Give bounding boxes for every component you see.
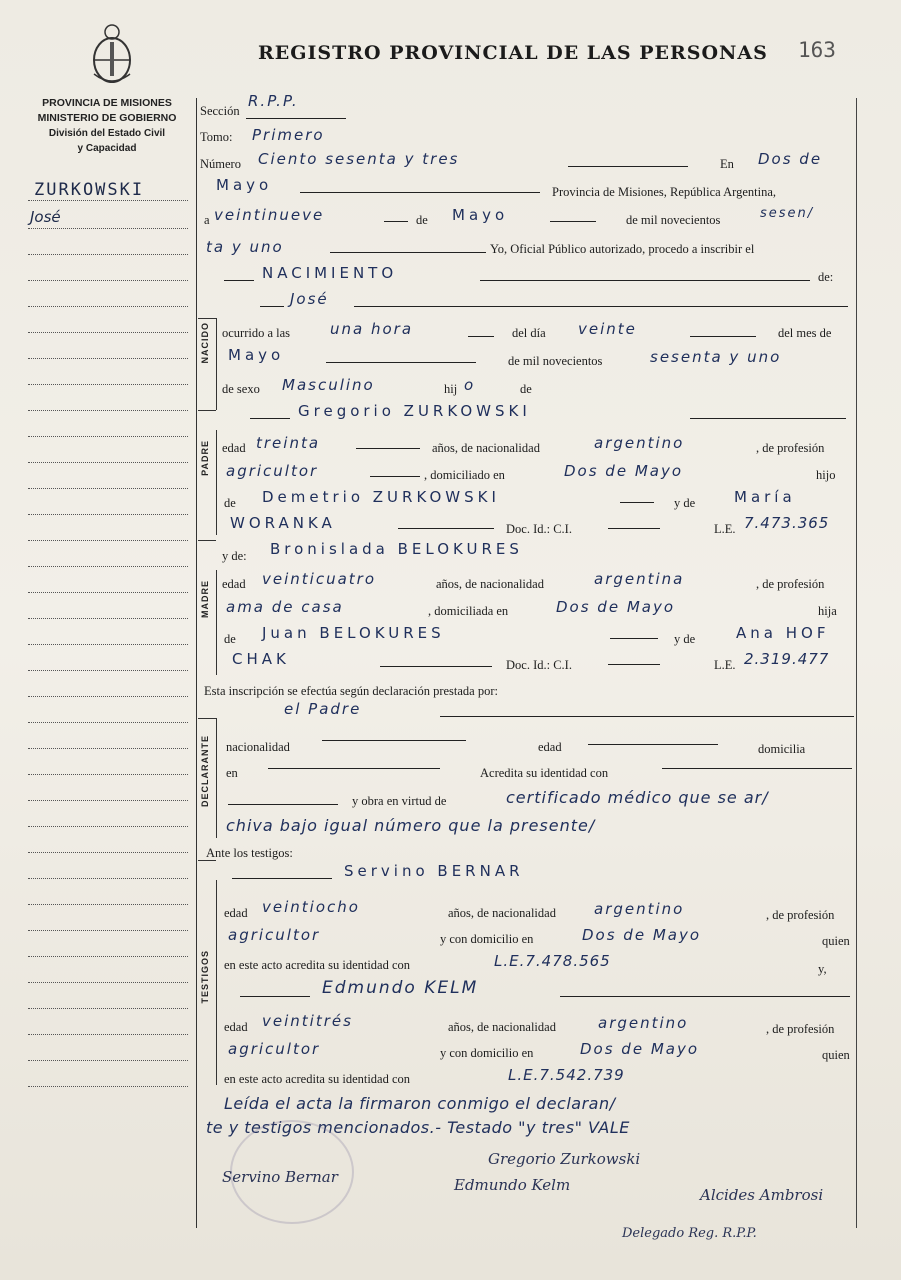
label-anos-nac-t2: años, de nacionalidad [448,1020,556,1034]
document-title: REGISTRO PROVINCIAL DE LAS PERSONAS [258,42,768,64]
signature-oficial: Alcides Ambrosi [700,1186,824,1204]
argentina-coat-of-arms-icon [88,22,136,88]
fill-line [620,502,654,503]
hw-lugar2: Mayo [216,176,273,194]
label-de-mil-2: de mil novecientos [508,354,603,368]
label-provincia: Provincia de Misiones, República Argentina, [552,185,777,199]
signature-testigo2: Edmundo Kelm [454,1176,571,1194]
hw-madre-edad: veinticuatro [262,570,376,588]
fill-line [380,666,492,667]
signature-padre: Gregorio Zurkowski [488,1150,641,1168]
hw-tipo: NACIMIENTO [262,264,398,282]
section-divider [216,570,217,675]
label-y-de: y de [674,496,696,510]
hw-abuelo-p: Demetrio ZURKOWSKI [262,488,500,506]
hw-abuela-m1: Ana HOF [736,624,830,642]
label-doc-id-padre: Doc. Id.: C.I. [506,522,572,536]
label-con-domicilio-t2: y con domicilio en [440,1046,534,1060]
section-label-nacido: NACIDO [200,322,210,364]
fill-line [690,336,756,337]
label-inscripcion: Esta inscripción se efectúa según declaración prestada por: [204,684,498,698]
fill-line [440,716,854,717]
label-anos-nac-t1: años, de nacionalidad [448,906,556,920]
label-hijo-2: hijo [816,468,836,482]
hw-seccion: R.P.P. [248,92,299,110]
label-de-colon: de: [818,270,834,284]
hw-mes-nac: Mayo [228,346,285,364]
label-ocurrido: ocurrido a las [222,326,291,340]
fill-line [250,418,290,419]
fill-line [260,306,284,307]
fill-line [232,878,332,879]
hw-dia-nac: veinte [578,320,637,338]
hw-sexo: Masculino [282,376,375,394]
label-en-este-acto-t2: en este acto acredita su identidad con [224,1072,411,1086]
hw-abuela-p1: María [734,488,796,506]
hw-padre: Gregorio ZURKOWSKI [298,402,531,420]
section-divider [198,318,216,319]
label-hijo: hij [444,382,458,396]
province-block [22,96,192,156]
hw-madre-nac: argentina [594,570,685,588]
section-divider [216,880,217,1085]
hw-dia: veintinueve [214,206,325,224]
fill-line [588,744,718,745]
label-con-domicilio-t1: y con domicilio en [440,932,534,946]
hw-t2-nac: argentino [598,1014,689,1032]
hw-madre-le: 2.319.477 [744,650,830,668]
fill-line [608,664,660,665]
label-edad-madre: edad [222,577,246,591]
label-edad-t2: edad [224,1020,248,1034]
hw-tomo: Primero [252,126,325,144]
hw-testigo2: Edmundo KELM [322,978,479,998]
section-label-testigos: TESTIGOS [200,950,210,1004]
label-domicilia: domicilia [758,742,806,756]
label-a: a [204,213,210,227]
fill-line [468,336,494,337]
hw-cierre1: Leída el acta la firmaron conmigo el declaran/ [224,1094,616,1113]
label-de-sexo: de sexo [222,382,260,396]
fill-line [662,768,852,769]
hw-obra2: chiva bajo igual número que la presente/ [226,816,596,835]
label-de-2: de [520,382,532,396]
hw-cierre2: te y testigos mencionados.- Testado "y tres" VALE [206,1118,630,1137]
label-de-profesion-t1: , de profesión [766,908,835,922]
section-divider [216,718,217,838]
hw-numero: Ciento sesenta y tres [258,150,460,168]
label-anos-nac: años, de nacionalidad [432,441,540,455]
section-label-declarante: DECLARANTE [200,735,210,807]
label-y-de-m: y de [674,632,696,646]
hw-anio2: ta y uno [206,238,284,256]
right-border [856,98,857,1228]
label-de-mil: de mil novecientos [626,213,721,227]
label-de-abuelo-p: de [224,496,236,510]
section-divider [198,410,216,411]
hw-madre-prof: ama de casa [226,598,344,616]
label-de-profesion: , de profesión [756,441,825,455]
label-y-de-madre: y de: [222,549,247,563]
hw-madre: Bronislada BELOKURES [270,540,523,558]
label-edad-padre: edad [222,441,246,455]
fill-line [398,528,494,529]
hw-t2-edad: veintitrés [262,1012,353,1030]
margin-surname: ZURKOWSKI [34,180,145,200]
margin-given-name: José [30,208,61,226]
fill-line [356,448,420,449]
hw-abuela-m2: CHAK [232,650,290,668]
division-line: División del Estado Civil [48,128,166,139]
signature-cargo: Delegado Reg. R.P.P. [622,1226,757,1241]
hw-t1-nac: argentino [594,900,685,918]
hw-padre-prof: agricultor [226,462,319,480]
fill-line [610,638,658,639]
label-de-profesion-t2: , de profesión [766,1022,835,1036]
label-en-declarante: en [226,766,238,780]
label-le-padre: L.E. [714,522,736,536]
hw-madre-dom: Dos de Mayo [556,598,676,616]
province-line: PROVINCIA DE MISIONES [42,97,172,109]
fill-line [246,118,346,119]
folio-number: 163 [798,38,836,62]
hw-hora: una hora [330,320,414,338]
fill-line [224,280,254,281]
hw-t1-le: L.E.7.478.565 [494,952,611,970]
label-anos-nac-madre: años, de nacionalidad [436,577,544,591]
fill-line [568,166,688,167]
hw-padre-le: 7.473.365 [744,514,830,532]
label-ante-testigos: Ante los testigos: [206,846,293,860]
hw-t2-le: L.E.7.542.739 [508,1066,625,1084]
label-hija: hija [818,604,837,618]
fill-line [330,252,486,253]
label-quien-t1: quien [822,934,850,948]
fill-line [228,804,338,805]
hw-t1-dom: Dos de Mayo [582,926,702,944]
fill-line [480,280,810,281]
fill-line [300,192,540,193]
section-label-padre: PADRE [200,440,210,476]
label-doc-id-madre: Doc. Id.: C.I. [506,658,572,672]
signature-testigo1: Servino Bernar [222,1168,338,1186]
label-de-abuelo-m: de [224,632,236,646]
hw-abuela-p2: WORANKA [230,514,336,532]
hw-lugar1: Dos de [758,150,823,168]
fill-line [560,996,850,997]
capacity-line: y Capacidad [77,143,137,154]
section-label-madre: MADRE [200,580,210,618]
hw-testigo1: Servino BERNAR [344,862,524,880]
hw-obra1: certificado médico que se ar/ [506,788,769,807]
label-de-profesion-madre: , de profesión [756,577,825,591]
fill-line [550,221,596,222]
ministry-line: MINISTERIO DE GOBIERNO [37,112,177,124]
label-numero: Número [200,157,241,171]
label-y-comma: y, [818,962,827,976]
fill-line [370,476,420,477]
label-en: En [720,157,734,171]
fill-line [268,768,440,769]
label-de: de [416,213,428,227]
fill-line [690,418,846,419]
hw-padre-nac: argentino [594,434,685,452]
label-en-este-acto-t1: en este acto acredita su identidad con [224,958,411,972]
section-divider [216,430,217,535]
label-edad-declarante: edad [538,740,562,754]
fill-line [384,221,408,222]
hw-anio-nac: sesenta y uno [650,348,782,366]
hw-t1-prof: agricultor [228,926,321,944]
section-divider [216,318,217,410]
hw-t2-dom: Dos de Mayo [580,1040,700,1058]
label-yo-oficial: Yo, Oficial Público autorizado, procedo a inscribir el [490,242,755,256]
hw-padre-dom: Dos de Mayo [564,462,684,480]
hw-mes: Mayo [452,206,509,224]
label-del-mes: del mes de [778,326,832,340]
hw-padre-edad: treinta [256,434,321,452]
hw-declarante: el Padre [284,700,362,718]
label-quien-t2: quien [822,1048,850,1062]
label-domiciliada: , domiciliada en [428,604,509,618]
section-divider [198,718,216,719]
hw-abuelo-m: Juan BELOKURES [262,624,445,642]
section-divider [198,540,216,541]
label-seccion: Sección [200,104,240,118]
hw-anio1: sesen/ [760,206,815,221]
hw-t1-edad: veintiocho [262,898,360,916]
label-acredita: Acredita su identidad con [480,766,609,780]
label-del-dia: del día [512,326,546,340]
label-nacionalidad: nacionalidad [226,740,290,754]
hw-nombre: José [290,290,329,308]
fill-line [322,740,466,741]
label-domiciliado: , domiciliado en [424,468,505,482]
fill-line [326,362,476,363]
label-le-madre: L.E. [714,658,736,672]
hw-t2-prof: agricultor [228,1040,321,1058]
fill-line [608,528,660,529]
hw-hijo-suffix: o [464,376,476,394]
fill-line [240,996,310,997]
fill-line [354,306,848,307]
label-tomo: Tomo: [200,130,233,144]
label-edad-t1: edad [224,906,248,920]
label-obra: y obra en virtud de [352,794,447,808]
left-border [196,98,197,1228]
